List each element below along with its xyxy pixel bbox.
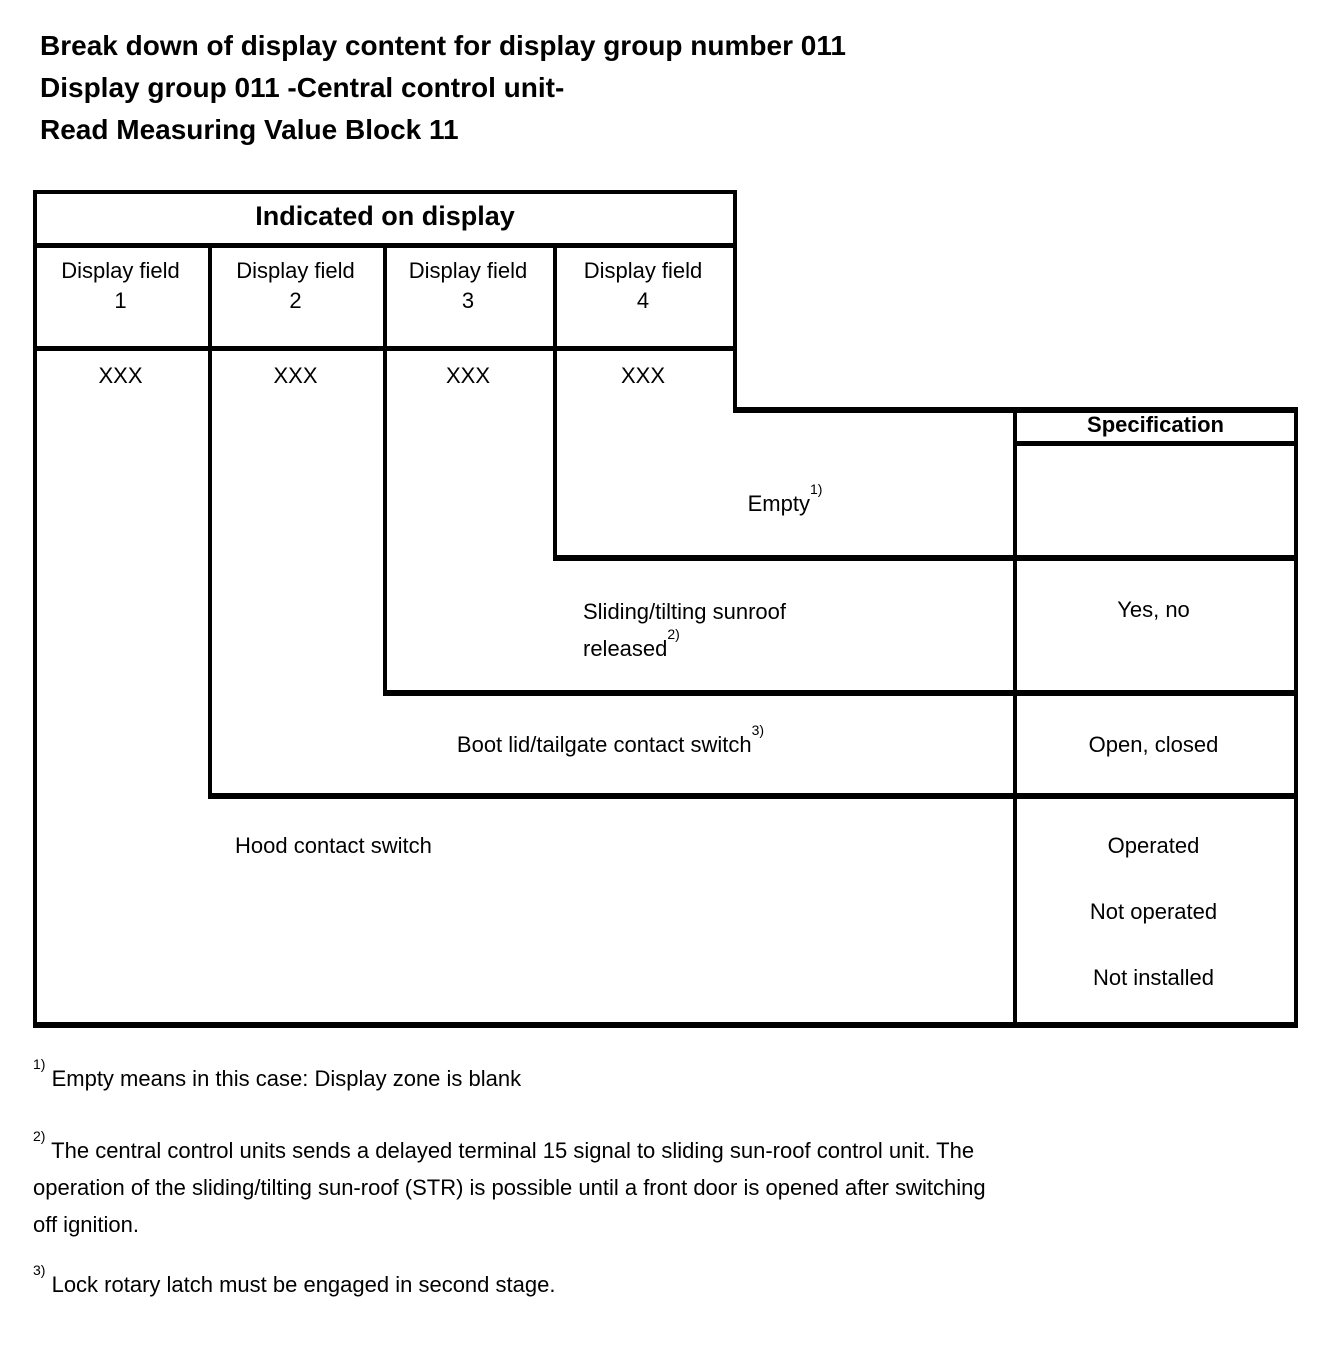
display-field-4-header	[553, 256, 733, 316]
display-field-3-number: 3	[461, 288, 475, 313]
row-bootlid-footnote-ref: 3)	[751, 721, 765, 738]
footnote-2-text-1: The central control units sends a delayed terminal 15 signal to sliding sun-roof control unit. The	[51, 1138, 975, 1163]
row-empty-text: Empty	[747, 491, 810, 516]
table-border-step-empty	[553, 555, 1298, 561]
row-hood-spec-not-operated: Not operated	[1089, 899, 1218, 924]
table-border-top	[33, 190, 737, 194]
table-border-spec-left	[1013, 407, 1017, 1028]
footnote-2-marker: 2)	[33, 1127, 46, 1144]
display-field-1-number: 1	[114, 288, 127, 313]
display-field-2-label: Display field	[236, 258, 355, 283]
row-sunroof-line2: released	[583, 636, 668, 661]
row-empty-footnote-ref: 1)	[809, 480, 823, 497]
page-title-line-1: Break down of display content for display group number 011	[40, 30, 846, 61]
footnote-2	[33, 1127, 986, 1249]
display-field-1-value: XXX	[98, 363, 143, 388]
display-field-2-value: XXX	[273, 363, 318, 388]
table-border-bottom	[33, 1022, 1298, 1028]
display-field-3-label: Display field	[408, 258, 528, 283]
row-bootlid-spec: Open, closed	[1088, 732, 1219, 757]
page-title-line-2: Display group 011 -Central control unit-	[40, 72, 565, 103]
table-border-step-sunroof	[383, 690, 1298, 696]
row-hood-label: Hood contact switch	[235, 833, 432, 858]
footnote-3-marker: 3)	[33, 1261, 46, 1278]
row-sunroof-footnote-ref: 2)	[667, 625, 680, 642]
display-field-2-number: 2	[289, 288, 302, 313]
footnote-2-line-1	[33, 1127, 986, 1175]
page-title-line-3: Read Measuring Value Block 11	[40, 114, 459, 145]
footnote-2-line-3: off ignition.	[33, 1212, 140, 1237]
table-border-step-bootlid	[208, 793, 1298, 799]
row-sunroof-label	[583, 593, 786, 667]
display-field-4-value: XXX	[620, 363, 666, 388]
display-field-4-label: Display field	[583, 258, 703, 283]
row-bootlid-text: Boot lid/tailgate contact switch	[456, 732, 752, 757]
table-border-under-fields	[33, 346, 737, 351]
indicated-on-display-header: Indicated on display	[255, 201, 515, 231]
row-sunroof-line1: Sliding/tilting sunroof	[583, 599, 787, 624]
display-field-3-value: XXX	[445, 363, 491, 388]
row-bootlid-label	[208, 721, 1013, 759]
footnote-3-text: Lock rotary latch must be engaged in second stage.	[51, 1272, 556, 1297]
row-hood-spec-operated: Operated	[1107, 833, 1200, 858]
row-hood-spec-not-installed: Not installed	[1092, 965, 1215, 990]
display-field-1-label: Display field	[61, 258, 180, 283]
table-border-under-indicated	[33, 243, 737, 248]
specification-header: Specification	[1087, 412, 1224, 437]
display-field-1-header	[33, 256, 208, 316]
footnote-2-line-2: operation of the sliding/tilting sun-roof (STR) is possible until a front door is opened after switching	[33, 1175, 986, 1200]
footnote-3	[33, 1261, 556, 1298]
footnote-1	[33, 1055, 522, 1092]
table-border-col1-col2	[208, 247, 212, 799]
display-field-2-header	[208, 256, 383, 316]
display-field-4-number: 4	[636, 288, 650, 313]
row-sunroof-spec: Yes, no	[1117, 597, 1190, 622]
footnote-1-text: Empty means in this case: Display zone is blank	[51, 1066, 522, 1091]
table-border-outer-right	[1294, 407, 1298, 1028]
footnote-1-marker: 1)	[33, 1055, 46, 1072]
display-field-3-header	[383, 256, 553, 316]
table-border-under-spec-head	[1013, 441, 1298, 446]
row-empty-label	[557, 480, 1013, 518]
